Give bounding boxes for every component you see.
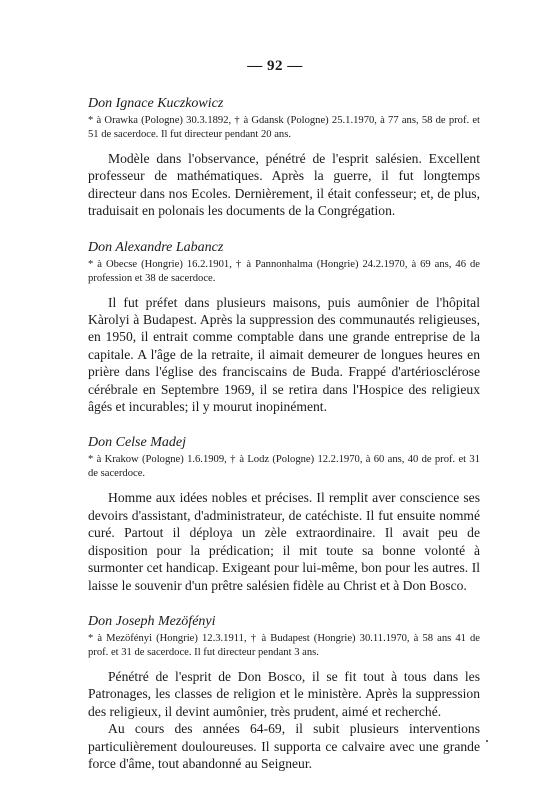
entry-name: Don Alexandre Labancz — [88, 239, 224, 255]
obituary-entry — [88, 240, 480, 416]
scan-speck — [486, 740, 488, 742]
entry-paragraph: Homme aux idées nobles et précises. Il remplit aver conscience ses devoirs d'assistant, d'administrateur, de catéchiste. Il fut ensuite nommé curé. Partout il déploya un zèle extraordinaire. Il avait peu de disposition pour la prédication; il mit toute sa bonne volonté à surmonter cet handicap. Exigeant pour lui-même, bon pour les autres. Il laisse le souvenir d'un prêtre salésien fidèle au Christ et à Don Bosco. — [88, 490, 480, 593]
entry-dates: * à Obecse (Hongrie) 16.2.1901, † à Pannonhalma (Hongrie) 24.2.1970, à 69 ans, 46 de profession et 38 de sacerdoce. — [88, 258, 480, 284]
entry-dates: * à Mezöfényi (Hongrie) 12.3.1911, † à Budapest (Hongrie) 30.11.1970, à 58 ans 41 de prof. et 31 de sacerdoce. Il fut directeur pendant 3 ans. — [88, 632, 480, 658]
entry-name: Don Celse Madej — [88, 435, 186, 451]
page-number: — 92 — — [247, 58, 303, 74]
entry-paragraph: Il fut préfet dans plusieurs maisons, puis aumônier de l'hôpital Kàrolyi à Budapest. Après la suppression des communautés religieuses, en 1950, il entrait comme comptable dans une grande entreprise de la capitale. A l'âge de la retraite, il aimait demeurer de longues heures en prière dans l'église des franciscains de Buda. Frappé d'artériosclérose cérébrale en Septembre 1969, il se retira dans l'Hospice des religieux âgés et incurables; il y mourut inopinément. — [88, 294, 480, 415]
obituary-entry — [88, 96, 480, 220]
entry-dates: * à Orawka (Pologne) 30.3.1892, † à Gdansk (Pologne) 25.1.1970, à 77 ans, 58 de prof. et 51 de sacerdoce. Il fut directeur pendant 20 ans. — [88, 115, 480, 140]
obituary-entry — [88, 435, 480, 593]
entry-paragraph: Modèle dans l'observance, pénétré de l'esprit salésien. Excellent professeur de mathématiques. Après la guerre, il fut longtemps directeur dans nos Ecoles. Dernièrement, il était confesseur; et, de plus, traduisait en polonais les documents de la Congrégation. — [88, 151, 480, 219]
obituary-list — [88, 96, 480, 792]
entry-dates: * à Krakow (Pologne) 1.6.1909, † à Lodz (Pologne) 12.2.1970, à 60 ans, 40 de prof. et 31 de sacerdoce. — [88, 454, 480, 480]
entry-name: Don Ignace Kuczkowicz — [88, 96, 224, 111]
entry-name: Don Joseph Mezöfényi — [88, 613, 216, 629]
obituary-entry — [88, 614, 480, 772]
entry-paragraph: Au cours des années 64-69, il subit plusieurs interventions particulièrement douloureuses. Il supporta ce calvaire avec une grande force d'âme, tout abandonné au Seigneur. — [88, 721, 480, 771]
entry-paragraph: Pénétré de l'esprit de Don Bosco, il se fit tout à tous dans les Patronages, les classes de religion et le ministère. Après la suppression des religieux, il devint aumônier, très prudent, aimé et recherché. — [88, 668, 480, 719]
